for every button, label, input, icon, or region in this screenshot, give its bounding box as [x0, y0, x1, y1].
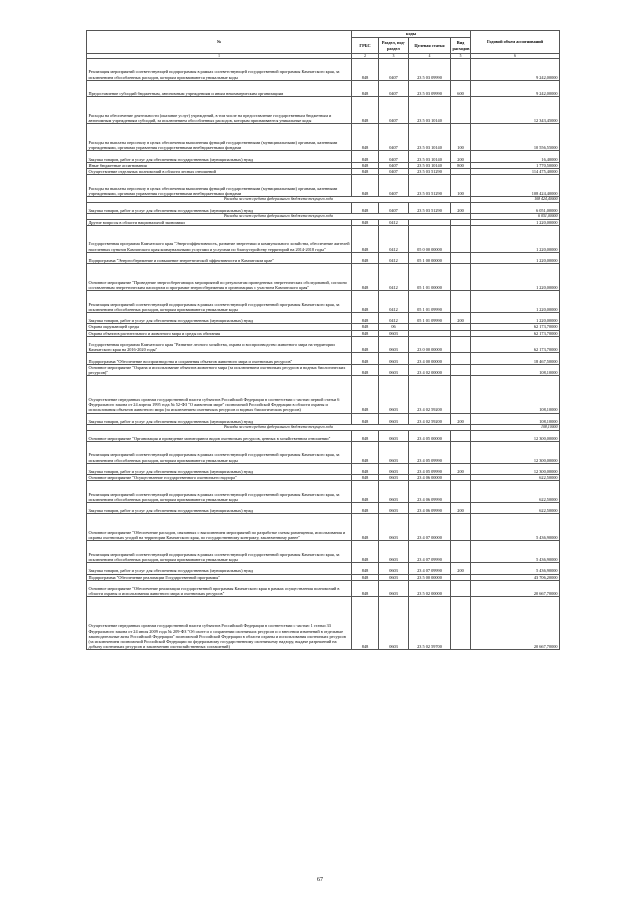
table-body: [87, 54, 560, 650]
row-name: Закупка товаров, работ и услуг для обеспечения государственных (муниципальных) нужд: [87, 151, 352, 162]
row-name: Государственная программа Камчатского края "Развитие лесного хозяйства, охрана и воспроизводство животного мира на территории Камчатского края на 2016-2020 годы": [87, 336, 352, 353]
row-exptype: [451, 597, 471, 650]
row-name: Закупка товаров, работ и услуг для обеспечения государственных (муниципальных) нужд: [87, 563, 352, 574]
table-row: [87, 124, 560, 151]
row-name: Основное мероприятие "Осуществление государственного охотничьего надзора": [87, 475, 352, 481]
row-exptype: [451, 441, 471, 463]
row-target: 23 5 00 00000: [409, 574, 451, 580]
table-row: [87, 264, 560, 291]
row-section: 0603: [379, 503, 409, 514]
table-row: [87, 481, 560, 503]
row-grbs: 848: [352, 175, 379, 197]
row-name: Расходы на выплаты персоналу в целях обеспечения выполнения функций государственными (муниципальными) органами, казенными учреждениями, органами управления государственными внебюджетными фондами: [87, 124, 352, 151]
row-section: 0603: [379, 353, 409, 364]
row-amount: 622,50000: [471, 475, 560, 481]
note-amount: 6 051,00000: [471, 213, 560, 219]
row-grbs: 848: [352, 503, 379, 514]
row-amount: 1 220,00000: [471, 312, 560, 323]
row-amount: 1 770,50000: [471, 162, 560, 168]
row-section: 0407: [379, 124, 409, 151]
row-grbs: 848: [352, 364, 379, 375]
row-target: 23 5 03 10140: [409, 97, 451, 124]
table-row: [87, 175, 560, 197]
row-grbs: 848: [352, 80, 379, 97]
table-row: [87, 430, 560, 441]
row-grbs: 848: [352, 336, 379, 353]
row-grbs: 848: [352, 291, 379, 313]
row-target: 23 4 07 09990: [409, 541, 451, 563]
table-row: [87, 59, 560, 81]
row-amount: 20 667,70000: [471, 597, 560, 650]
table-row: [87, 312, 560, 323]
row-section: 0412: [379, 264, 409, 291]
row-exptype: 100: [451, 175, 471, 197]
row-name: Закупка товаров, работ и услуг для обеспечения государственных (муниципальных) нужд: [87, 413, 352, 424]
colnum-5: 5: [451, 54, 471, 59]
row-name: Осуществление отдельных полномочий в области лесных отношений: [87, 168, 352, 174]
row-amount: 20 667,70000: [471, 580, 560, 597]
table-row: [87, 336, 560, 353]
row-grbs: 848: [352, 580, 379, 597]
table-row: [87, 291, 560, 313]
table-row: [87, 541, 560, 563]
row-section: 0407: [379, 202, 409, 213]
table-row: [87, 413, 560, 424]
row-target: 05 1 01 09990: [409, 291, 451, 313]
row-grbs: 848: [352, 219, 379, 225]
row-amount: 5 436,90000: [471, 541, 560, 563]
row-amount: 16,40000: [471, 151, 560, 162]
row-name: Реализация мероприятий соответствующей подпрограммы в рамках соответствующей государственной программы Камчатского края, за исключением обособленных расходов, которым присваиваются уникальные коды: [87, 291, 352, 313]
row-section: 0412: [379, 219, 409, 225]
row-amount: 114 475,40000: [471, 168, 560, 174]
row-section: 0603: [379, 364, 409, 375]
row-exptype: [451, 376, 471, 413]
row-target: 23 4 05 09990: [409, 463, 451, 474]
header-codes: коды: [352, 31, 471, 38]
row-name: Подпрограмма "Энергосбережение и повышение энергетической эффективности в Камчатском крае": [87, 252, 352, 263]
row-name: Закупка товаров, работ и услуг для обеспечения государственных (муниципальных) нужд: [87, 312, 352, 323]
row-amount: 5 436,90000: [471, 563, 560, 574]
row-exptype: [451, 252, 471, 263]
row-grbs: 848: [352, 441, 379, 463]
row-section: 0412: [379, 291, 409, 313]
row-amount: 6 051,00000: [471, 202, 560, 213]
row-amount: 10 556,55000: [471, 124, 560, 151]
row-exptype: 800: [451, 162, 471, 168]
row-section: 0603: [379, 580, 409, 597]
table-row: [87, 151, 560, 162]
table-row: [87, 376, 560, 413]
table-row: [87, 503, 560, 514]
row-exptype: 600: [451, 80, 471, 97]
table-row: [87, 364, 560, 375]
row-grbs: 848: [352, 312, 379, 323]
row-target: 23 5 03 10140: [409, 162, 451, 168]
row-amount: 62 173,70000: [471, 324, 560, 330]
table-row: [87, 202, 560, 213]
row-amount: 43 706,20000: [471, 574, 560, 580]
row-target: 23 5 03 10140: [409, 124, 451, 151]
row-name: Реализация мероприятий соответствующей подпрограммы в рамках соответствующей государственной программы Камчатского края, за исключением обособленных расходов, которым присваиваются уникальные коды: [87, 541, 352, 563]
row-target: 23 4 02 59200: [409, 376, 451, 413]
row-grbs: 848: [352, 162, 379, 168]
row-section: 0407: [379, 151, 409, 162]
row-section: 0603: [379, 413, 409, 424]
row-grbs: 848: [352, 481, 379, 503]
row-section: 0412: [379, 252, 409, 263]
row-section: 0412: [379, 225, 409, 252]
row-grbs: 848: [352, 225, 379, 252]
row-grbs: 848: [352, 202, 379, 213]
row-target: 23 4 06 00000: [409, 475, 451, 481]
row-grbs: 848: [352, 353, 379, 364]
row-section: 0603: [379, 514, 409, 541]
header-exptype: Вид расходов: [451, 38, 471, 54]
row-section: 0603: [379, 376, 409, 413]
note-text: Расходы за счет средств федерального бюджета текущего года: [87, 424, 471, 430]
row-exptype: 200: [451, 413, 471, 424]
row-target: 05 1 01 00000: [409, 264, 451, 291]
budget-table: [86, 30, 560, 650]
table-row: [87, 597, 560, 650]
row-target: 05 1 00 00000: [409, 252, 451, 263]
row-section: 0603: [379, 574, 409, 580]
row-target: 23 5 03 09990: [409, 80, 451, 97]
row-name: Основное мероприятие "Охрана и использование объектов животного мира (за исключением охотничьих ресурсов и водных биологических ресурсов)": [87, 364, 352, 375]
row-amount: 622,50000: [471, 503, 560, 514]
row-target: 23 5 03 51290: [409, 175, 451, 197]
row-grbs: 848: [352, 514, 379, 541]
row-grbs: 848: [352, 151, 379, 162]
header-volume: Годовой объем ассигнований: [471, 31, 560, 54]
colnum-4: 4: [409, 54, 451, 59]
row-exptype: 200: [451, 463, 471, 474]
page-number: 67: [317, 877, 323, 883]
row-name: Реализация мероприятий соответствующей подпрограммы в рамках соответствующей государственной программы Камчатского края, за исключением обособленных расходов, которым присваиваются уникальные коды: [87, 59, 352, 81]
row-name: Закупка товаров, работ и услуг для обеспечения государственных (муниципальных) нужд: [87, 503, 352, 514]
row-amount: 9 242,00000: [471, 59, 560, 81]
row-target: 23 4 06 09990: [409, 503, 451, 514]
row-exptype: [451, 336, 471, 353]
row-section: 0407: [379, 80, 409, 97]
row-amount: 18 467,50000: [471, 353, 560, 364]
row-section: 0407: [379, 59, 409, 81]
row-exptype: [451, 225, 471, 252]
table-row: [87, 580, 560, 597]
row-exptype: [451, 353, 471, 364]
row-amount: 108,10000: [471, 364, 560, 375]
note-text: Расходы за счет средств федерального бюджета текущего года: [87, 213, 471, 219]
row-exptype: [451, 59, 471, 81]
row-exptype: [451, 481, 471, 503]
row-exptype: [451, 291, 471, 313]
row-grbs: 848: [352, 563, 379, 574]
row-section: 0603: [379, 430, 409, 441]
row-name: Основное мероприятие "Обеспечение реализации государственной программы Камчатского края в рамках осуществления полномочий в области охраны и использования животного мира и охотничьих ресурсов": [87, 580, 352, 597]
row-name: Расходы на обеспечение деятельности (оказание услуг) учреждений, в том числе на предоставление государственным бюджетным и автономным учреждениям субсидий, за исключением обособленных расходов, которым присваиваются уникальные коды: [87, 97, 352, 124]
row-grbs: 848: [352, 413, 379, 424]
row-amount: 12 343,45000: [471, 97, 560, 124]
row-exptype: [451, 364, 471, 375]
colnum-1: 1: [87, 54, 352, 59]
row-name: Реализация мероприятий соответствующей подпрограммы в рамках соответствующей государственной программы Камчатского края, за исключением обособленных расходов, которым присваиваются уникальные коды: [87, 441, 352, 463]
row-target: 05 1 01 09990: [409, 312, 451, 323]
row-grbs: 848: [352, 264, 379, 291]
row-exptype: 200: [451, 563, 471, 574]
row-amount: 1 220,00000: [471, 252, 560, 263]
row-amount: 9 242,00000: [471, 80, 560, 97]
row-name: Основное мероприятие "Организация и проведение мониторинга видов охотничьих ресурсов, ценных в хозяйственном отношении": [87, 430, 352, 441]
row-amount: 108,10000: [471, 376, 560, 413]
row-amount: 62 173,70000: [471, 330, 560, 336]
row-grbs: 848: [352, 168, 379, 174]
row-name: Подпрограмма "Обеспечение реализации Государственной программы": [87, 574, 352, 580]
row-grbs: 848: [352, 541, 379, 563]
row-target: 23 4 02 59200: [409, 413, 451, 424]
row-exptype: 100: [451, 124, 471, 151]
header-number: №: [87, 31, 352, 54]
row-exptype: [451, 264, 471, 291]
row-section: 0412: [379, 312, 409, 323]
row-section: 0603: [379, 336, 409, 353]
row-amount: 622,50000: [471, 481, 560, 503]
row-section: 0407: [379, 162, 409, 168]
row-amount: 12 300,00000: [471, 441, 560, 463]
row-target: 23 4 07 09990: [409, 563, 451, 574]
row-grbs: 848: [352, 463, 379, 474]
row-target: 23 4 06 09990: [409, 481, 451, 503]
row-amount: 1 220,00000: [471, 219, 560, 225]
row-amount: 5 436,90000: [471, 514, 560, 541]
row-amount: 1 220,00000: [471, 264, 560, 291]
row-section: 0603: [379, 475, 409, 481]
row-amount: 108 424,40000: [471, 175, 560, 197]
row-exptype: [451, 430, 471, 441]
row-grbs: 848: [352, 59, 379, 81]
row-exptype: [451, 97, 471, 124]
row-exptype: 200: [451, 151, 471, 162]
table-row: [87, 252, 560, 263]
row-section: 0603: [379, 441, 409, 463]
row-section: 0603: [379, 330, 409, 336]
row-grbs: 848: [352, 252, 379, 263]
row-exptype: [451, 514, 471, 541]
table-row: [87, 353, 560, 364]
row-target: 05 0 00 00000: [409, 225, 451, 252]
row-name: Государственная программа Камчатского края "Энергоэффективность, развитие энергетики и коммунального хозяйства, обеспечение жителей населенных пунктов Камчатского края коммунальными услугами и услугами по благоустройству территорий на 2014-2018 годы": [87, 225, 352, 252]
row-target: 23 5 02 00000: [409, 580, 451, 597]
row-grbs: 848: [352, 124, 379, 151]
table-row: [87, 514, 560, 541]
row-section: 0603: [379, 541, 409, 563]
row-target: 23 4 05 00000: [409, 430, 451, 441]
note-amount: 108 424,40000: [471, 196, 560, 202]
row-section: 06: [379, 324, 409, 330]
row-section: 0407: [379, 168, 409, 174]
row-exptype: 200: [451, 312, 471, 323]
table-row: [87, 80, 560, 97]
colnum-6: 6: [471, 54, 560, 59]
row-amount: 12 300,00000: [471, 430, 560, 441]
row-amount: 1 220,00000: [471, 291, 560, 313]
note-text: Расходы за счет средств федерального бюджета текущего года: [87, 196, 471, 202]
row-grbs: 848: [352, 430, 379, 441]
row-target: 23 5 03 51290: [409, 202, 451, 213]
row-section: 0407: [379, 175, 409, 197]
row-target: 23 5 03 09990: [409, 59, 451, 81]
note-amount: 108,10000: [471, 424, 560, 430]
row-target: 23 4 05 09990: [409, 441, 451, 463]
row-exptype: [451, 541, 471, 563]
row-amount: 108,10000: [471, 413, 560, 424]
row-target: 23 4 02 00000: [409, 364, 451, 375]
table-row: [87, 563, 560, 574]
row-exptype: [451, 580, 471, 597]
row-name: Осуществление переданных органам государственной власти субъектов Российской Федерации в соответствии с частью 1 статьи 33 Федерального закона от 24 июля 2009 года № 209-ФЗ "Об охоте и о сохранении охотничьих ресурсов и о внесении изменений в отдельные законодательные акты Российской Федерации" полномочий Российской Федерации в области охраны и использования охотничьих ресурсов (за исключением полномочий Российской Федерации по федеральному государственному охотничьему надзору, выдаче разрешений на добычу охотничьих ресурсов и заключению охотхозяйственных соглашений): [87, 597, 352, 650]
header-section: Раздел, под-раздел: [379, 38, 409, 54]
row-exptype: 200: [451, 202, 471, 213]
row-name: Другие вопросы в области национальной экономики: [87, 219, 352, 225]
table-row: [87, 97, 560, 124]
row-name: Предоставление субсидий бюджетным, автономным учреждениям и иным некоммерческим организациям: [87, 80, 352, 97]
row-name: Подпрограмма "Обеспечение воспроизводства и сохранения объектов животного мира и охотничьих ресурсов": [87, 353, 352, 364]
table-row: [87, 225, 560, 252]
colnum-2: 2: [352, 54, 379, 59]
row-grbs: 848: [352, 324, 379, 330]
row-name: Основное мероприятие "Проведение энергосберегающих мероприятий по результатам проведенных энергетических обследований, согласно составленным энергетическим паспортам и программе энергосбережения в организациях с участием Камчатского края": [87, 264, 352, 291]
row-amount: 1 220,00000: [471, 225, 560, 252]
row-target: 23 0 00 00000: [409, 336, 451, 353]
row-section: 0603: [379, 481, 409, 503]
row-name: Закупка товаров, работ и услуг для обеспечения государственных (муниципальных) нужд: [87, 202, 352, 213]
row-name: Основное мероприятие "Обеспечение расходов, связанных с выполнением мероприятий по разработке схемы размещения, использования и охраны охотничьих угодий на территории Камчатского края, по государственному контракту, заключенному ранее": [87, 514, 352, 541]
row-name: Расходы на выплаты персоналу в целях обеспечения выполнения функций государственными (муниципальными) органами, казенными учреждениями, органами управления государственными внебюджетными фондами: [87, 175, 352, 197]
row-section: 0603: [379, 463, 409, 474]
row-grbs: 848: [352, 376, 379, 413]
row-grbs: 848: [352, 597, 379, 650]
row-target: 23 4 00 00000: [409, 353, 451, 364]
colnum-3: 3: [379, 54, 409, 59]
row-name: Осуществление переданных органам государственной власти субъектов Российской Федерации в соответствии с частью первой статьи 6 Федерального закона от 24 апреля 1995 года № 52-ФЗ "О животном мире" полномочий Российской Федерации в области охраны и использования объектов животного мира (за исключением охотничьих ресурсов и водных биологических ресурсов): [87, 376, 352, 413]
row-target: 23 4 07 00000: [409, 514, 451, 541]
header-target: Целевая статья: [409, 38, 451, 54]
row-name: Охрана окружающей среды: [87, 324, 352, 330]
row-amount: 12 300,00000: [471, 463, 560, 474]
row-grbs: 848: [352, 475, 379, 481]
table-row: [87, 441, 560, 463]
row-name: Закупка товаров, работ и услуг для обеспечения государственных (муниципальных) нужд: [87, 463, 352, 474]
row-target: 23 5 03 10140: [409, 151, 451, 162]
row-target: 23 5 02 59700: [409, 597, 451, 650]
row-name: Охрана объектов растительного и животного мира и среды их обитания: [87, 330, 352, 336]
row-section: 0603: [379, 597, 409, 650]
row-amount: 62 173,70000: [471, 336, 560, 353]
row-grbs: 848: [352, 97, 379, 124]
header-grbs: ГРБС: [352, 38, 379, 54]
row-name: Реализация мероприятий соответствующей подпрограммы в рамках соответствующей государственной программы Камчатского края, за исключением обособленных расходов, которым присваиваются уникальные коды: [87, 481, 352, 503]
budget-table-sheet: [86, 30, 559, 650]
row-name: Иные бюджетные ассигнования: [87, 162, 352, 168]
table-row: [87, 463, 560, 474]
row-target: 23 5 03 51290: [409, 168, 451, 174]
row-exptype: 200: [451, 503, 471, 514]
row-section: 0603: [379, 563, 409, 574]
row-grbs: 848: [352, 330, 379, 336]
row-section: 0407: [379, 97, 409, 124]
row-grbs: 848: [352, 574, 379, 580]
